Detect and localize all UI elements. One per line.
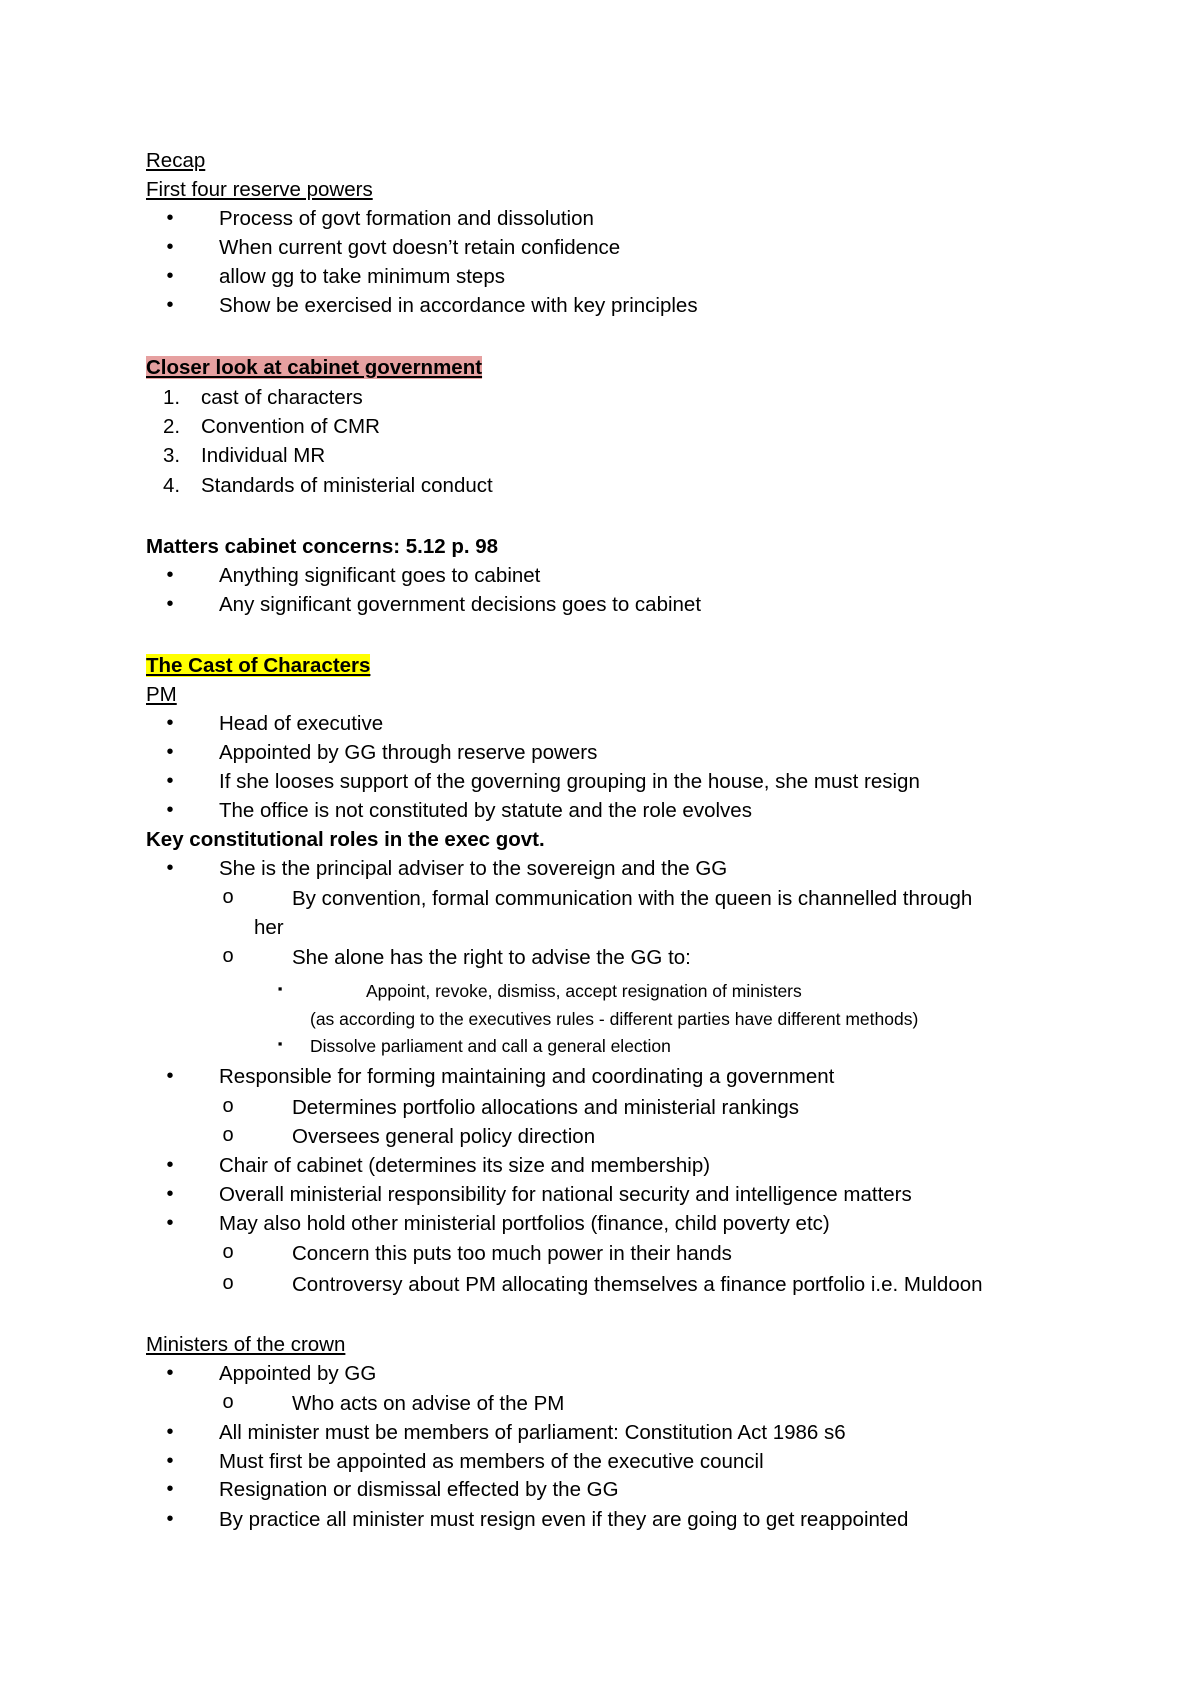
closer-look-title: Closer look at cabinet government xyxy=(146,356,483,379)
list-item: Overall ministerial responsibility for national security and intelligence matters xyxy=(219,1183,912,1206)
list-item: Resignation or dismissal effected by the GG xyxy=(219,1478,619,1501)
list-item: She is the principal adviser to the sovereign and the GG xyxy=(219,857,728,880)
list-item: If she looses support of the governing grouping in the house, she must resign xyxy=(219,770,920,793)
circle-bullet-icon: o xyxy=(222,886,234,908)
circle-bullet-icon: o xyxy=(222,1272,234,1294)
bullet-icon: • xyxy=(166,1212,174,1234)
pm-label: PM xyxy=(146,683,177,706)
list-item: Determines portfolio allocations and ministerial rankings xyxy=(292,1096,800,1119)
bullet-icon: • xyxy=(166,857,174,879)
list-number: 4. xyxy=(163,474,181,497)
list-item: She alone has the right to advise the GG to: xyxy=(292,946,691,969)
bullet-icon: • xyxy=(166,1154,174,1176)
bullet-icon: • xyxy=(166,1421,174,1443)
list-item: Appointed by GG through reserve powers xyxy=(219,741,598,764)
list-number: 2. xyxy=(163,415,181,438)
list-item: Appointed by GG xyxy=(219,1362,377,1385)
circle-bullet-icon: o xyxy=(222,1095,234,1117)
bullet-icon: • xyxy=(166,265,174,287)
bullet-icon: • xyxy=(166,294,174,316)
list-item: Head of executive xyxy=(219,712,384,735)
list-item: Dissolve parliament and call a general election xyxy=(310,1036,671,1056)
matters-title: Matters cabinet concerns: 5.12 p. 98 xyxy=(146,535,499,558)
list-item: Responsible for forming maintaining and coordinating a government xyxy=(219,1065,835,1088)
square-bullet-icon: ▪ xyxy=(277,1036,283,1051)
list-item: Who acts on advise of the PM xyxy=(292,1392,565,1415)
list-item: cast of characters xyxy=(201,386,363,409)
bullet-icon: • xyxy=(166,1362,174,1384)
list-item: Individual MR xyxy=(201,444,326,467)
bullet-icon: • xyxy=(166,799,174,821)
list-item-note: (as according to the executives rules - different parties have different methods) xyxy=(310,1009,919,1029)
list-item: By convention, formal communication with the queen is channelled through xyxy=(292,887,973,910)
list-item: Any significant government decisions goes to cabinet xyxy=(219,593,702,616)
list-item: Anything significant goes to cabinet xyxy=(219,564,541,587)
bullet-icon: • xyxy=(166,236,174,258)
bullet-icon: • xyxy=(166,770,174,792)
list-item: Process of govt formation and dissolution xyxy=(219,207,594,230)
list-item: Controversy about PM allocating themselves a finance portfolio i.e. Muldoon xyxy=(292,1273,983,1296)
list-item: Convention of CMR xyxy=(201,415,380,438)
bullet-icon: • xyxy=(166,712,174,734)
ministers-title: Ministers of the crown xyxy=(146,1333,346,1356)
list-number: 3. xyxy=(163,444,181,467)
bullet-icon: • xyxy=(166,741,174,763)
bullet-icon: • xyxy=(166,1450,174,1472)
list-item: Appoint, revoke, dismiss, accept resignation of ministers xyxy=(366,981,802,1001)
list-item: When current govt doesn’t retain confidence xyxy=(219,236,621,259)
bullet-icon: • xyxy=(166,1065,174,1087)
bullet-icon: • xyxy=(166,564,174,586)
bullet-icon: • xyxy=(166,1183,174,1205)
bullet-icon: • xyxy=(166,1478,174,1500)
list-item: Concern this puts too much power in their hands xyxy=(292,1242,732,1265)
bullet-icon: • xyxy=(166,1508,174,1530)
list-item: Must first be appointed as members of the executive council xyxy=(219,1450,764,1473)
list-item: The office is not constituted by statute and the role evolves xyxy=(219,799,752,822)
circle-bullet-icon: o xyxy=(222,1124,234,1146)
list-item: May also hold other ministerial portfolios (finance, child poverty etc) xyxy=(219,1212,830,1235)
list-item: Oversees general policy direction xyxy=(292,1125,596,1148)
list-item: By practice all minister must resign even if they are going to get reappointed xyxy=(219,1508,909,1531)
key-roles-title: Key constitutional roles in the exec govt. xyxy=(146,828,545,851)
list-item: allow gg to take minimum steps xyxy=(219,265,505,288)
list-item: Chair of cabinet (determines its size and membership) xyxy=(219,1154,711,1177)
list-item: Standards of ministerial conduct xyxy=(201,474,493,497)
recap-subtitle: First four reserve powers xyxy=(146,178,373,201)
bullet-icon: • xyxy=(166,207,174,229)
cast-title: The Cast of Characters xyxy=(146,654,371,677)
list-item: Show be exercised in accordance with key principles xyxy=(219,294,698,317)
recap-title: Recap xyxy=(146,149,206,172)
circle-bullet-icon: o xyxy=(222,945,234,967)
list-item-continuation: her xyxy=(254,916,284,939)
list-item: All minister must be members of parliament: Constitution Act 1986 s6 xyxy=(219,1421,846,1444)
bullet-icon: • xyxy=(166,593,174,615)
square-bullet-icon: ▪ xyxy=(277,981,283,996)
circle-bullet-icon: o xyxy=(222,1241,234,1263)
list-number: 1. xyxy=(163,386,181,409)
circle-bullet-icon: o xyxy=(222,1391,234,1413)
